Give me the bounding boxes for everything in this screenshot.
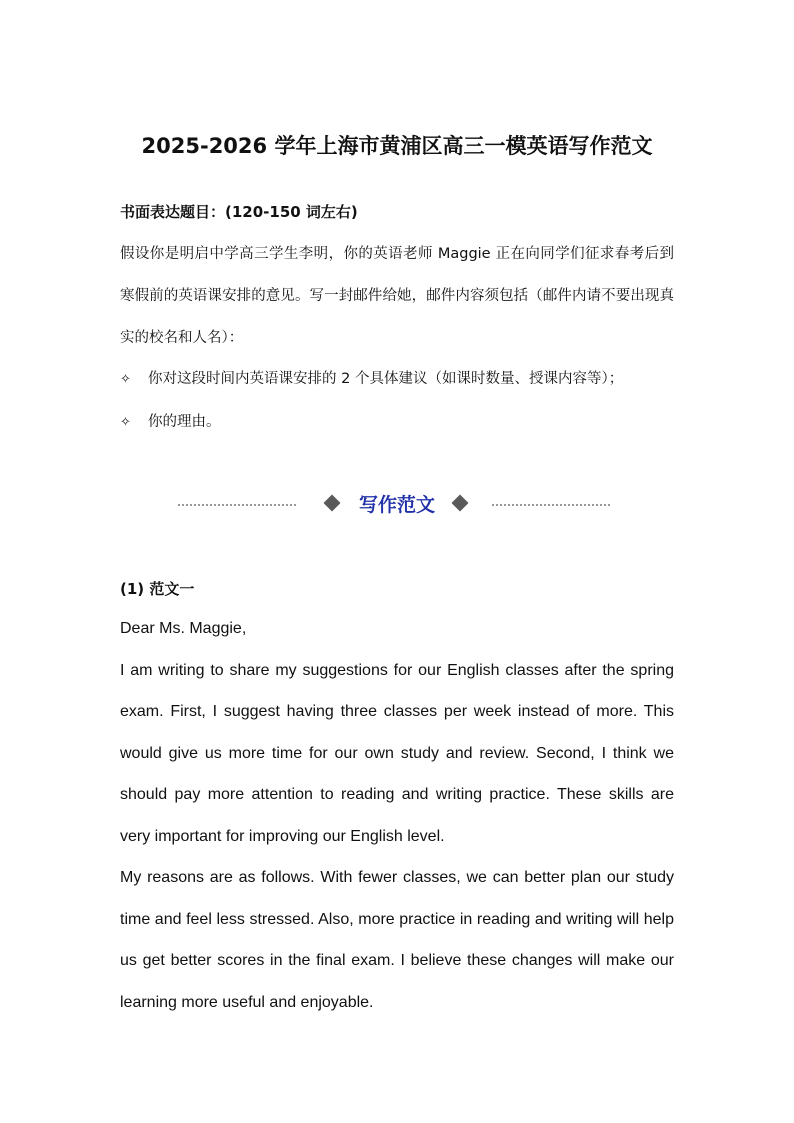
document-title: 2025-2026 学年上海市黄浦区高三一模英语写作范文 — [141, 134, 653, 158]
essay-paragraph: I am writing to share my suggestions for our English classes after the spring exam. First, I suggest having three classes per week instead of more. This would give us more time for our own study and review. Second, I think we should pay more attention to reading and writing practice. These skills are very important for improving our English level. — [120, 661, 674, 845]
section-divider — [0, 488, 794, 522]
prompt-bullet-item — [120, 401, 674, 444]
prompt-bullet-text: 你对这段时间内英语课安排的 2 个具体建议（如课时数量、授课内容等）； — [148, 371, 624, 387]
essay-salutation: Dear Ms. Maggie, — [120, 620, 247, 637]
sparkle-outline-icon: ✧ — [120, 372, 131, 387]
prompt-text: 假设你是明启中学高三学生李明，你的英语老师 Maggie 正在向同学们征求春考后到寒假前的英语课安排的意见。写一封邮件给她，邮件内容须包括（邮件内请不要出现真实的校名和人名）： — [120, 246, 674, 346]
prompt-bullet-text: 你的理由。 — [148, 414, 221, 430]
diamond-icon — [452, 495, 469, 512]
prompt-body — [120, 233, 674, 359]
sparkle-outline-icon: ✧ — [120, 415, 131, 430]
prompt-bullet-list — [120, 358, 674, 444]
divider-line-left — [178, 504, 296, 506]
section-divider-label: 写作范文 — [358, 494, 435, 516]
divider-line-right — [492, 504, 610, 506]
prompt-heading: 书面表达题目：(120-150 词左右) — [120, 203, 358, 221]
essay-paragraph: My reasons are as follows. With fewer classes, we can better plan our study time and feel less stressed. Also, more practice in reading and writing will help us get better scores in the final exam. I believe these changes will make our learning more useful and enjoyable. — [120, 869, 674, 1011]
prompt-bullet-item — [120, 358, 674, 401]
sample-essay-heading: (1) 范文一 — [120, 580, 195, 598]
diamond-icon — [324, 495, 341, 512]
sample-essay — [120, 608, 674, 1023]
